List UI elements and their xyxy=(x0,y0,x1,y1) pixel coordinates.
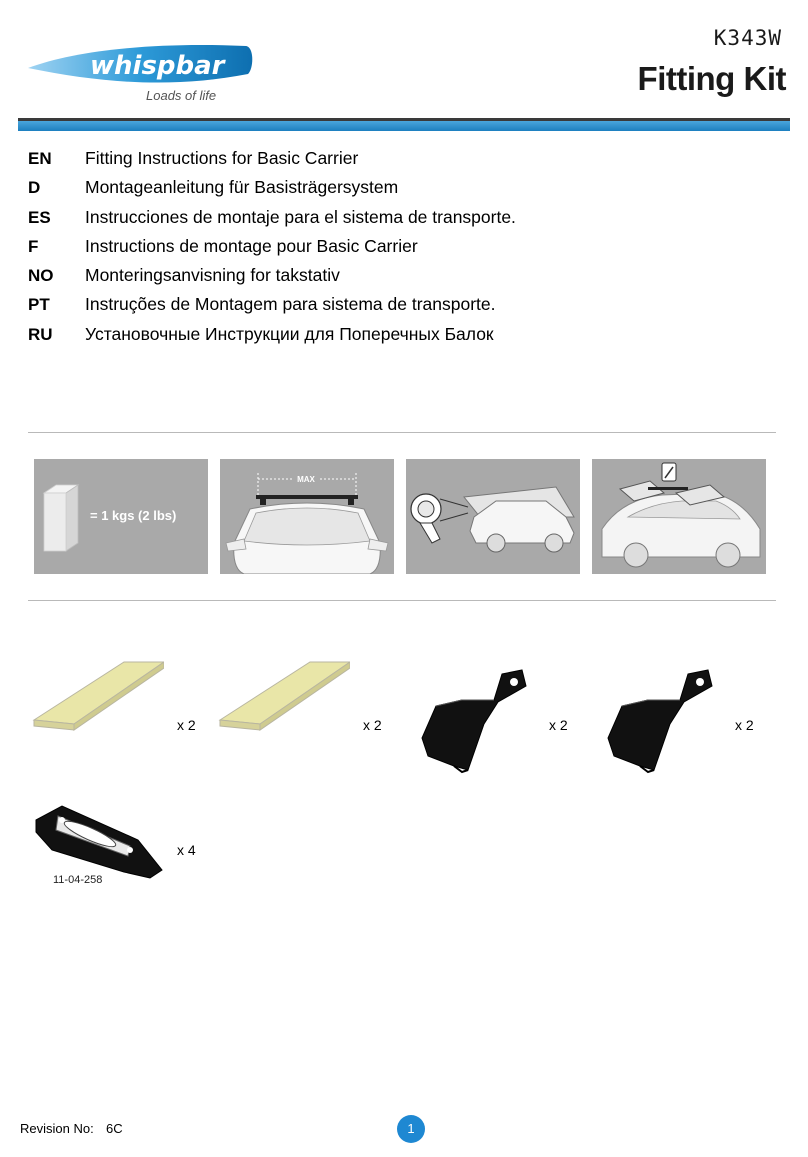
language-row-en xyxy=(28,148,778,177)
page-number-badge: 1 xyxy=(397,1115,425,1143)
header-divider-blue xyxy=(18,121,790,131)
revision-label: Revision No: xyxy=(20,1121,94,1136)
adhesive-pad-icon xyxy=(32,660,164,732)
language-title: Instruções de Montagem para sistema de transporte. xyxy=(85,294,496,315)
section-divider xyxy=(28,600,776,601)
part-quantity: x 2 xyxy=(363,717,382,733)
language-code: PT xyxy=(28,295,50,315)
mounting-bracket-icon xyxy=(604,668,716,776)
foot-pad-icon xyxy=(32,800,164,880)
language-row-d xyxy=(28,177,778,206)
max-label: MAX xyxy=(297,475,315,484)
language-code: ES xyxy=(28,207,51,227)
language-title: Montageanleitung für Basisträgersystem xyxy=(85,177,399,198)
language-row-no xyxy=(28,265,778,294)
max-load-panel xyxy=(220,459,394,574)
part-quantity: x 2 xyxy=(549,717,568,733)
language-code: F xyxy=(28,236,39,256)
whispbar-logo xyxy=(26,28,256,108)
car-front-icon xyxy=(220,459,394,574)
language-row-es xyxy=(28,207,778,236)
brand-wordmark: whispbar xyxy=(90,51,225,81)
load-panel xyxy=(592,459,766,574)
language-title: Monteringsanvisning for takstativ xyxy=(85,265,340,286)
weight-panel xyxy=(34,459,208,574)
section-divider xyxy=(28,432,776,433)
language-code: D xyxy=(28,178,41,198)
language-list xyxy=(28,148,778,353)
part-quantity: x 2 xyxy=(735,717,754,733)
part-code: 11-04-258 xyxy=(53,874,103,886)
strap-car-icon xyxy=(406,459,580,574)
page-title: Fitting Kit xyxy=(637,60,786,97)
part-quantity: x 4 xyxy=(177,842,196,858)
car-load-icon xyxy=(592,459,766,574)
strap-panel xyxy=(406,459,580,574)
language-title: Instrucciones de montaje para el sistema de transporte. xyxy=(85,206,516,227)
model-number: K343W xyxy=(713,26,782,50)
mounting-bracket-icon xyxy=(418,668,530,776)
language-code: NO xyxy=(28,266,54,286)
language-code: EN xyxy=(28,149,52,168)
language-row-f xyxy=(28,236,778,265)
language-code: RU xyxy=(28,324,53,344)
revision-value: 6C xyxy=(106,1121,123,1136)
language-title: Установочные Инструкции для Поперечных Балок xyxy=(85,323,494,344)
weight-limit-label: = 1 kgs (2 lbs) xyxy=(90,508,177,523)
part-quantity: x 2 xyxy=(177,717,196,733)
language-title: Instructions de montage pour Basic Carrier xyxy=(85,235,418,256)
page-header xyxy=(0,0,808,132)
language-title: Fitting Instructions for Basic Carrier xyxy=(85,148,359,168)
language-row-ru xyxy=(28,324,778,353)
language-row-pt xyxy=(28,294,778,323)
brand-tagline: Loads of life xyxy=(146,88,217,103)
adhesive-pad-icon xyxy=(218,660,350,732)
